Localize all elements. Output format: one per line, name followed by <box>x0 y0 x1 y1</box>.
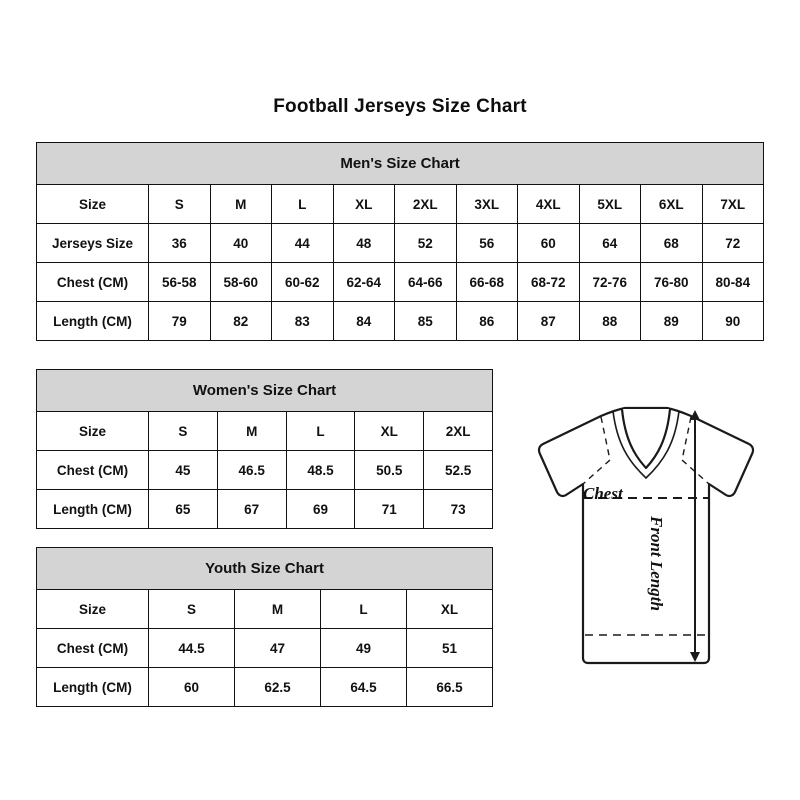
table-cell: 64 <box>579 224 641 263</box>
row-label: Jerseys Size <box>37 224 149 263</box>
column-header: S <box>149 412 218 451</box>
column-header: M <box>217 412 286 451</box>
mens-section-heading: Men's Size Chart <box>37 143 764 185</box>
table-cell: 64-66 <box>395 263 457 302</box>
table-cell: 58-60 <box>210 263 272 302</box>
column-header: 2XL <box>424 412 493 451</box>
table-cell: 69 <box>286 490 355 529</box>
table-header-row <box>37 412 493 451</box>
column-header: 3XL <box>456 185 518 224</box>
table-row <box>37 668 493 707</box>
table-cell: 83 <box>272 302 334 341</box>
table-cell: 67 <box>217 490 286 529</box>
table-cell: 40 <box>210 224 272 263</box>
column-header: L <box>286 412 355 451</box>
column-header-size: Size <box>37 185 149 224</box>
table-cell: 73 <box>424 490 493 529</box>
table-cell: 84 <box>333 302 395 341</box>
table-cell: 56-58 <box>149 263 211 302</box>
row-label: Chest (CM) <box>37 629 149 668</box>
table-cell: 66-68 <box>456 263 518 302</box>
column-header: 5XL <box>579 185 641 224</box>
table-cell: 68-72 <box>518 263 580 302</box>
table-cell: 49 <box>321 629 407 668</box>
table-section-header-row <box>37 548 493 590</box>
column-header: L <box>321 590 407 629</box>
column-header: S <box>149 590 235 629</box>
row-label: Length (CM) <box>37 302 149 341</box>
page-title: Football Jerseys Size Chart <box>273 96 527 117</box>
table-cell: 62-64 <box>333 263 395 302</box>
table-cell: 56 <box>456 224 518 263</box>
table-cell: 89 <box>641 302 703 341</box>
table-cell: 51 <box>407 629 493 668</box>
column-header: 7XL <box>702 185 764 224</box>
table-row <box>37 302 764 341</box>
table-row <box>37 263 764 302</box>
table-cell: 76-80 <box>641 263 703 302</box>
womens-section-heading: Women's Size Chart <box>37 370 493 412</box>
table-cell: 65 <box>149 490 218 529</box>
table-cell: 44.5 <box>149 629 235 668</box>
table-cell: 72-76 <box>579 263 641 302</box>
column-header: XL <box>333 185 395 224</box>
table-cell: 50.5 <box>355 451 424 490</box>
column-header: 2XL <box>395 185 457 224</box>
column-header: M <box>235 590 321 629</box>
table-cell: 90 <box>702 302 764 341</box>
table-cell: 80-84 <box>702 263 764 302</box>
table-cell: 47 <box>235 629 321 668</box>
table-cell: 48.5 <box>286 451 355 490</box>
column-header: L <box>272 185 334 224</box>
table-section-header-row <box>37 143 764 185</box>
table-cell: 36 <box>149 224 211 263</box>
table-row <box>37 224 764 263</box>
table-cell: 79 <box>149 302 211 341</box>
table-header-row <box>37 185 764 224</box>
chest-measurement-label: Chest <box>583 484 623 503</box>
table-cell: 60 <box>149 668 235 707</box>
table-cell: 52 <box>395 224 457 263</box>
womens-size-table <box>36 369 493 529</box>
table-cell: 86 <box>456 302 518 341</box>
table-cell: 46.5 <box>217 451 286 490</box>
table-cell: 71 <box>355 490 424 529</box>
table-cell: 60 <box>518 224 580 263</box>
row-label: Chest (CM) <box>37 451 149 490</box>
table-header-row <box>37 590 493 629</box>
table-cell: 85 <box>395 302 457 341</box>
column-header-size: Size <box>37 412 149 451</box>
table-cell: 68 <box>641 224 703 263</box>
table-row <box>37 629 493 668</box>
column-header: M <box>210 185 272 224</box>
table-cell: 44 <box>272 224 334 263</box>
table-cell: 45 <box>149 451 218 490</box>
table-section-header-row <box>37 370 493 412</box>
table-row <box>37 490 493 529</box>
table-row <box>37 451 493 490</box>
column-header: S <box>149 185 211 224</box>
youth-section-heading: Youth Size Chart <box>37 548 493 590</box>
front-length-measurement-label: Front Length <box>647 516 666 611</box>
table-cell: 87 <box>518 302 580 341</box>
table-cell: 48 <box>333 224 395 263</box>
table-cell: 88 <box>579 302 641 341</box>
column-header: 6XL <box>641 185 703 224</box>
column-header-size: Size <box>37 590 149 629</box>
table-cell: 66.5 <box>407 668 493 707</box>
mens-size-table <box>36 142 764 341</box>
table-cell: 60-62 <box>272 263 334 302</box>
row-label: Length (CM) <box>37 668 149 707</box>
table-cell: 82 <box>210 302 272 341</box>
row-label: Chest (CM) <box>37 263 149 302</box>
youth-size-table <box>36 547 493 707</box>
table-cell: 72 <box>702 224 764 263</box>
table-cell: 52.5 <box>424 451 493 490</box>
table-cell: 62.5 <box>235 668 321 707</box>
row-label: Length (CM) <box>37 490 149 529</box>
table-cell: 64.5 <box>321 668 407 707</box>
column-header: 4XL <box>518 185 580 224</box>
column-header: XL <box>407 590 493 629</box>
column-header: XL <box>355 412 424 451</box>
